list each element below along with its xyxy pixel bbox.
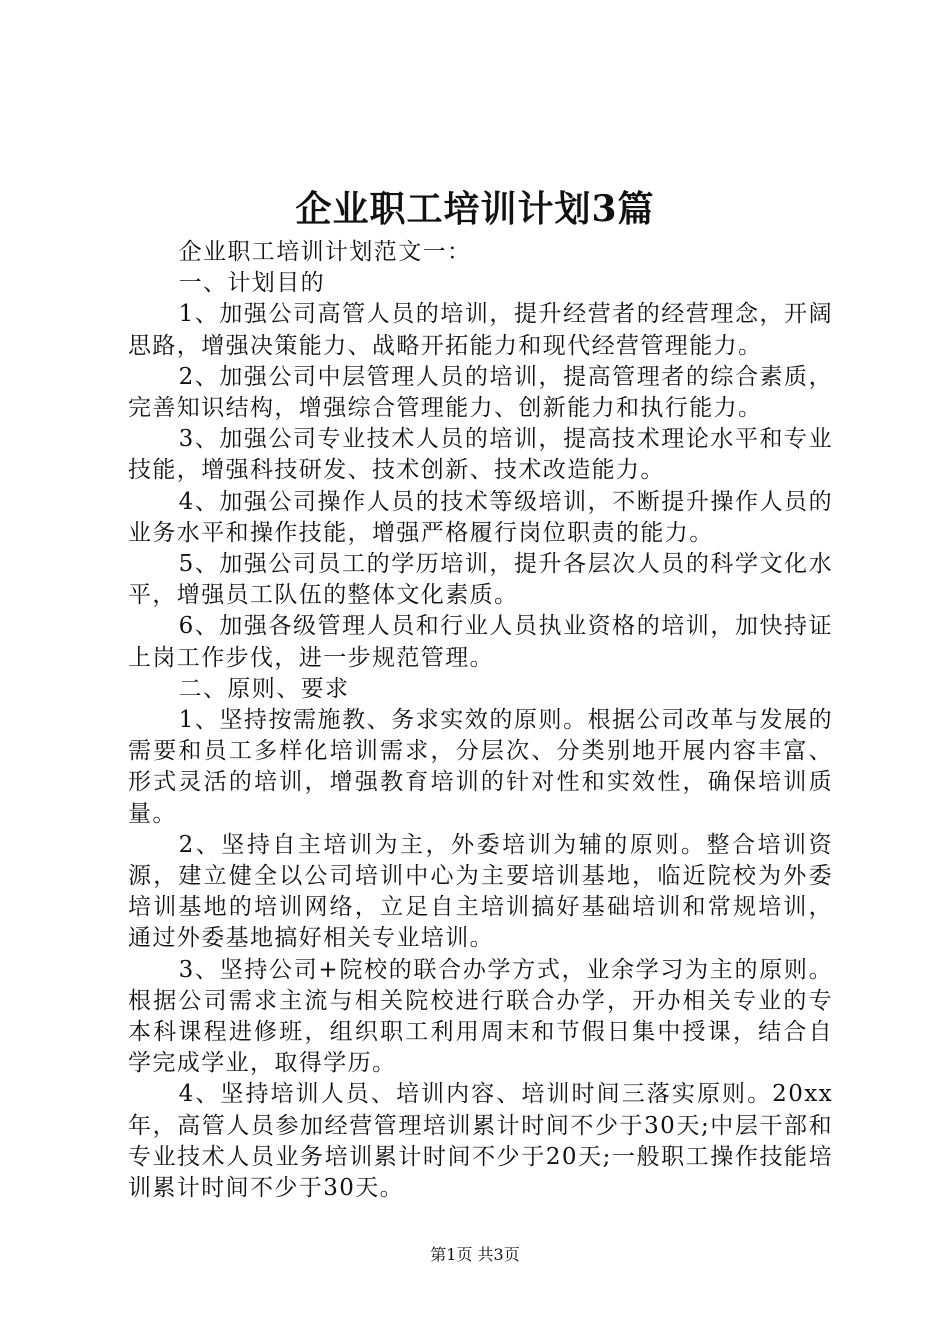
paragraph: 5、加强公司员工的学历培训，提升各层次人员的科学文化水平，增强员工队伍的整体文化素质。 (128, 551, 833, 609)
paragraph: 1、坚持按需施教、务求实效的原则。根据公司改革与发展的需要和员工多样化培训需求，分层次、分类别地开展内容丰富、形式灵活的培训，增强教育培训的针对性和实效性，确保培训质量。 (128, 707, 833, 827)
paragraph: 4、坚持培训人员、培训内容、培训时间三落实原则。20xx年，高管人员参加经营管理培训累计时间不少于30天;中层干部和专业技术人员业务培训累计时间不少于20天;一般职工操作技能培训累计时间不少于30天。 (128, 1081, 833, 1202)
paragraph: 企业职工培训计划范文一： (178, 239, 472, 265)
paragraph: 2、坚持自主培训为主，外委培训为辅的原则。整合培训资源，建立健全以公司培训中心为主要培训基地，临近院校为外委培训基地的培训网络，立足自主培训搞好基础培训和常规培训，通过外委基地搞好相关专业培训。 (128, 831, 833, 952)
paragraph: 3、加强公司专业技术人员的培训，提高技术理论水平和专业技能，增强科技研发、技术创新、技术改造能力。 (128, 426, 833, 484)
section-heading: 一、计划目的 (178, 270, 325, 297)
paragraph: 3、坚持公司+院校的联合办学方式，业余学习为主的原则。根据公司需求主流与相关院校进行联合办学，开办相关专业的专本科课程进修班，组织职工利用周末和节假日集中授课，结合自学完成学业，取得学历。 (128, 956, 833, 1077)
paragraph: 4、加强公司操作人员的技术等级培训，不断提升操作人员的业务水平和操作技能，增强严格履行岗位职责的能力。 (128, 488, 833, 546)
paragraph: 1、加强公司高管人员的培训，提升经营者的经营理念，开阔思路，增强决策能力、战略开拓能力和现代经营管理能力。 (128, 301, 833, 359)
paragraph: 6、加强各级管理人员和行业人员执业资格的培训，加快持证上岗工作步伐，进一步规范管理。 (128, 613, 833, 671)
paragraph: 2、加强公司中层管理人员的培训，提高管理者的综合素质，完善知识结构，增强综合管理能力、创新能力和执行能力。 (128, 363, 833, 422)
page-number-footer: 第1页 共3页 (430, 1245, 520, 1264)
section-heading: 二、原则、要求 (178, 675, 350, 702)
document-title: 企业职工培训计划3篇 (295, 188, 655, 230)
document-body (128, 237, 833, 1204)
